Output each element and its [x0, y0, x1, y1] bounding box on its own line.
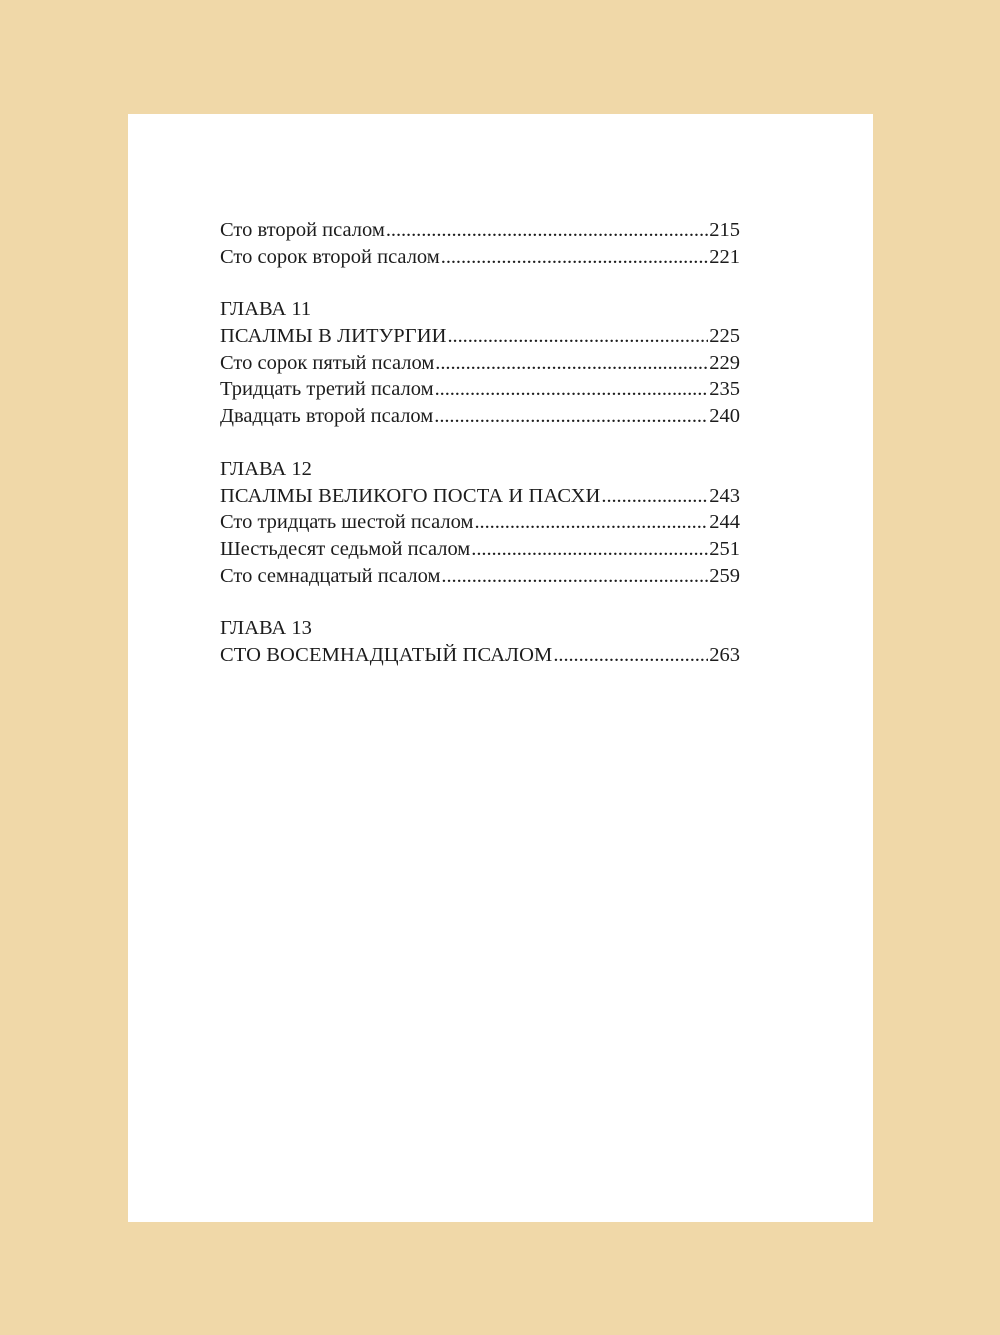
- toc-entry-page: 240: [709, 405, 740, 428]
- chapter-heading-title: СТО ВОСЕМНАДЦАТЫЙ ПСАЛОМ: [220, 643, 553, 666]
- dot-leader: [471, 536, 708, 563]
- toc-section-chapter-13: [220, 615, 740, 668]
- toc-entry: [220, 403, 740, 430]
- chapter-heading-title: ПСАЛМЫ ВЕЛИКОГО ПОСТА И ПАСХИ: [220, 484, 601, 507]
- toc-entry-title: Сто тридцать шестой псалом: [220, 511, 474, 534]
- dot-leader: [601, 483, 708, 510]
- toc-section-chapter-11: [220, 296, 740, 429]
- toc-entry-page: 251: [709, 537, 740, 560]
- dot-leader: [553, 642, 708, 669]
- toc-entry: [220, 350, 740, 377]
- chapter-heading: [220, 642, 740, 669]
- toc-entry-title: Двадцать второй псалом: [220, 405, 434, 428]
- toc-entry-page: 221: [709, 245, 740, 268]
- dot-leader: [434, 403, 708, 430]
- dot-leader: [435, 376, 709, 403]
- toc-entry-title: Сто семнадцатый псалом: [220, 564, 441, 587]
- dot-leader: [441, 244, 708, 271]
- toc-section-continued: [220, 217, 740, 270]
- toc-entry: [220, 217, 740, 244]
- dot-leader: [448, 323, 709, 350]
- chapter-heading: [220, 323, 740, 350]
- toc-entry-title: Тридцать третий псалом: [220, 378, 434, 401]
- chapter-heading-page: 243: [709, 484, 740, 507]
- book-page: [128, 114, 873, 1222]
- chapter-label: ГЛАВА 13: [220, 617, 312, 640]
- toc-entry: [220, 509, 740, 536]
- chapter-heading-title: ПСАЛМЫ В ЛИТУРГИИ: [220, 325, 447, 348]
- chapter-heading: [220, 483, 740, 510]
- toc-entry-title: Шестьдесят седьмой псалом: [220, 537, 471, 560]
- chapter-heading-page: 225: [709, 325, 740, 348]
- toc-entry-title: Сто второй псалом: [220, 219, 385, 241]
- toc-entry-title: Сто сорок второй псалом: [220, 245, 440, 268]
- toc-entry-page: 259: [709, 564, 740, 587]
- dot-leader: [441, 563, 708, 590]
- chapter-label: ГЛАВА 12: [220, 457, 312, 480]
- toc-entry: [220, 563, 740, 590]
- toc-entry: [220, 536, 740, 563]
- toc-entry: [220, 376, 740, 403]
- chapter-label: ГЛАВА 11: [220, 298, 312, 321]
- dot-leader: [435, 350, 708, 377]
- table-of-contents: [220, 217, 740, 695]
- toc-section-chapter-12: [220, 456, 740, 589]
- chapter-heading-page: 263: [709, 643, 740, 666]
- dot-leader: [475, 509, 709, 536]
- toc-entry-page: 244: [709, 511, 740, 534]
- toc-entry: [220, 244, 740, 271]
- toc-entry-page: 235: [709, 378, 740, 401]
- toc-entry-page: 215: [709, 219, 740, 241]
- toc-entry-title: Сто сорок пятый псалом: [220, 351, 435, 374]
- dot-leader: [386, 217, 708, 244]
- toc-entry-page: 229: [709, 351, 740, 374]
